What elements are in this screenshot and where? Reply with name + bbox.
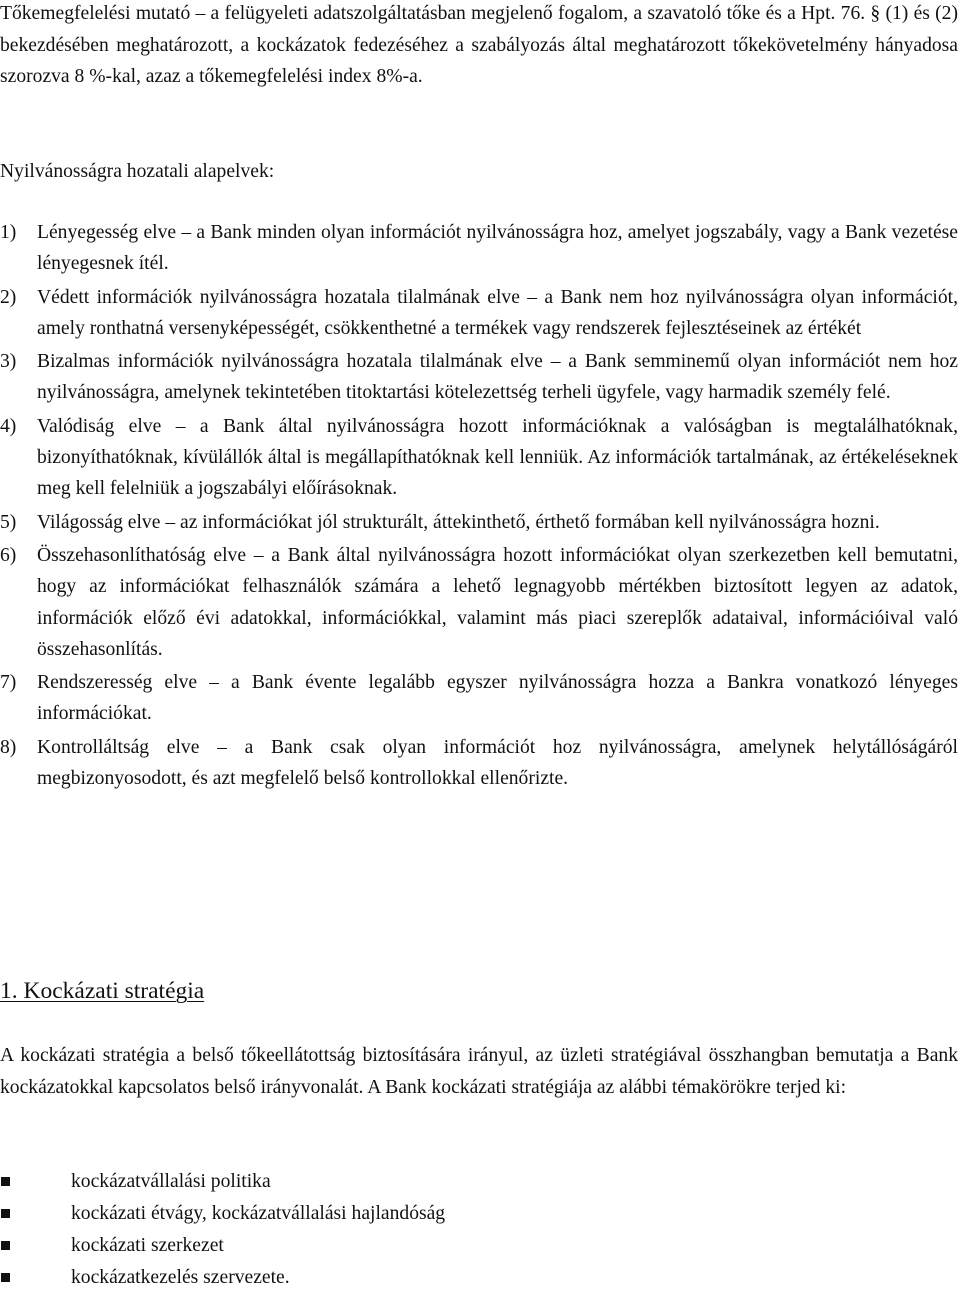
list-item [0,1166,900,1198]
square-bullet-icon [1,1273,10,1282]
topic-text: kockázatkezelés szervezete. [71,1267,290,1288]
principle-item [0,217,958,280]
topic-text: kockázati étvágy, kockázatvállalási hajlandóság [71,1203,446,1224]
intro-paragraph: Tőkemegfelelési mutató – a felügyeleti adatszolgáltatásban megjelenő fogalom, a szavatoló tőke és a Hpt. 76. § (1) és (2) bekezdésében meghatározott, a kockázatok fedezéséhez a szabályozás által meghatározott tőkekövetelmény hányadosa szorozva 8 %-kal, azaz a tőkemegfelelési index 8%-a. [0,3,958,87]
principle-number: 1) [0,222,17,243]
principles-list [0,217,958,794]
principle-item [0,540,958,665]
principle-number: 8) [0,736,17,758]
principle-text: Valódiság elve – a Bank által nyilvánosságra hozott információknak a valóságban is megtalálhatóknak, bizonyíthatóknak, kívülállók által is megállapíthatóknak kell lenniük. Az információk tartalmának, az értékeléseknek meg kell felelniük a jogszabályi előírásoknak. [37,415,958,500]
principle-item [0,667,958,730]
square-bullet-icon [1,1177,10,1186]
topics-list [0,1166,900,1294]
strategy-paragraph: A kockázati stratégia a belső tőkeellátottság biztosítására irányul, az üzleti stratégiával összhangban bemutatja a Bank kockázatokkal kapcsolatos belső irányvonalát. A Bank kockázati stratégiája az alábbi témakörökre terjed ki: [0,1045,958,1098]
principle-number: 7) [0,672,17,694]
principle-number: 3) [0,351,17,373]
section-heading: 1. Kockázati stratégia [0,978,205,1004]
list-item [0,1230,900,1262]
principle-item [0,282,958,345]
principle-number: 4) [0,415,17,437]
square-bullet-icon [1,1241,10,1250]
principle-text: Rendszeresség elve – a Bank évente legalább egyszer nyilvánosságra hozza a Bankra vonatkozó lényeges információkat. [37,672,958,725]
topic-text: kockázatvállalási politika [71,1171,271,1192]
principle-text: Bizalmas információk nyilvánosságra hozatala tilalmának elve – a Bank semminemű olyan információt nem hoz nyilvánosságra, amelynek tekintetében titoktartási kötelezettség terheli ügyfele, vagy harmadik személy felé. [37,351,958,404]
principle-text: Összehasonlíthatóság elve – a Bank által nyilvánosságra hozott információkat olyan szerkezetben kell bemutatni, hogy az információkat felhasználók számára a lehető legnagyobb mértékben biztosított legyen az adatok, információk előző évi adatokkal, információkkal, valamint más piaci szereplők adataival, információival való összehasonlítás. [37,544,958,660]
principle-number: 6) [0,544,17,566]
principle-item [0,732,958,795]
square-bullet-icon [1,1209,10,1218]
principle-item [0,411,958,505]
principle-number: 2) [0,286,17,308]
principle-text: Lényegesség elve – a Bank minden olyan információt nyilvánosságra hoz, amelyet jogszabály, vagy a Bank vezetése lényegesnek ítél. [37,222,958,275]
topic-text: kockázati szerkezet [71,1235,224,1256]
principle-number: 5) [0,511,17,533]
principle-item [0,507,958,538]
principle-text: Világosság elve – az információkat jól strukturált, áttekinthető, érthető formában kell nyilvánosságra hozni. [37,511,880,533]
principle-text: Védett információk nyilvánosságra hozatala tilalmának elve – a Bank nem hoz nyilvánosságra olyan információt, amely ronthatná versenyképességét, csökkenthetné a termékek vagy rendszerek fejlesztéseinek az értékét [37,286,958,339]
principle-item [0,346,958,409]
list-item [0,1262,900,1294]
principle-text: Kontrolláltság elve – a Bank csak olyan információt hoz nyilvánosságra, amelynek helytállóságáról megbizonyosodott, és azt megfelelő belső kontrollokkal ellenőrizte. [37,736,958,790]
list-item [0,1198,900,1230]
principles-heading: Nyilvánosságra hozatali alapelvek: [0,161,275,182]
